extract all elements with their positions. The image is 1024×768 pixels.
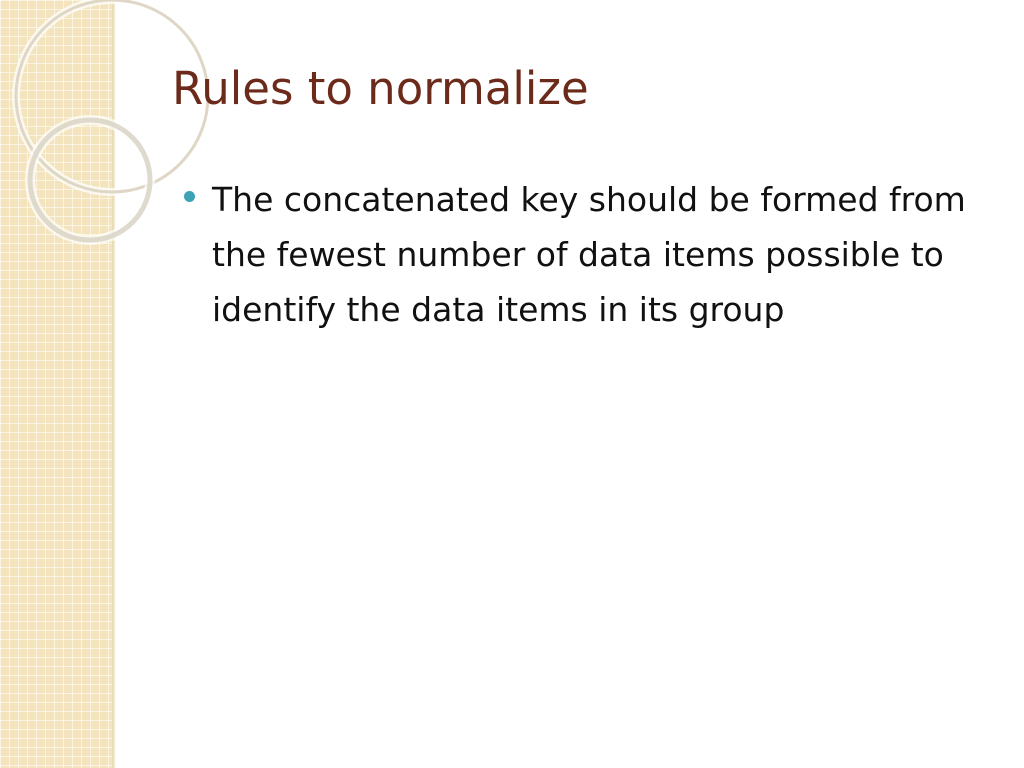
- bullet-icon: [184, 191, 195, 202]
- bullet-item: [184, 172, 974, 337]
- small-ring-inner: [30, 120, 150, 240]
- slide-title: Rules to normalize: [172, 62, 589, 115]
- slide-body: [184, 172, 974, 337]
- bullet-text: The concatenated key should be formed from the fewest number of data items possible to identify the data items in its group: [212, 180, 966, 329]
- decorative-rings-graphic: [0, 0, 160, 260]
